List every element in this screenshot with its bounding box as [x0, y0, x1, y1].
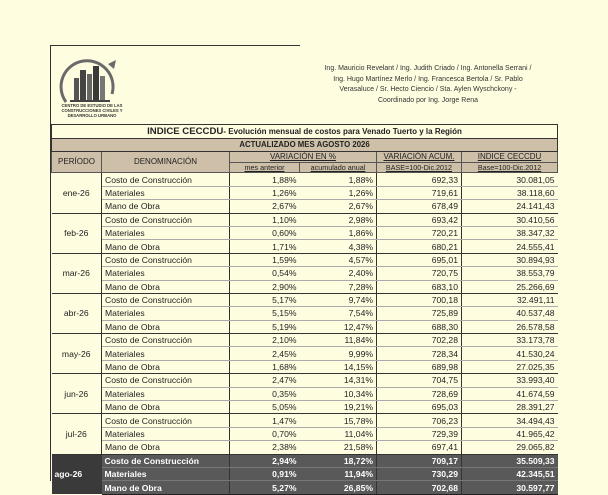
mes-anterior-cell: 1,68% — [230, 360, 300, 373]
table-row — [52, 454, 558, 467]
mes-anterior-cell: 5,15% — [230, 307, 300, 320]
authors-line: Ing. Mauricio Revelant / Ing. Judith Criado / Ing. Antonella Serrani / — [324, 65, 532, 72]
period-cell: jun-26 — [52, 374, 102, 414]
indice-cell: 30.597,77 — [462, 481, 558, 494]
mes-anterior-cell: 5,05% — [230, 401, 300, 414]
acumulado-cell: 1,26% — [300, 186, 377, 199]
period-cell: feb-26 — [52, 213, 102, 253]
var-acum-cell: 706,23 — [377, 414, 462, 427]
denominacion-cell: Mano de Obra — [102, 200, 230, 213]
indice-cell: 25.266,69 — [462, 280, 558, 293]
denominacion-cell: Mano de Obra — [102, 360, 230, 373]
authors-line: Coordinado por Ing. Jorge Rena — [377, 96, 478, 104]
col-acumulado: acumulado anual — [300, 163, 377, 173]
indice-cell: 38.118,60 — [462, 186, 558, 199]
col-var-acum: VARIACIÓN ACUM. — [377, 152, 462, 163]
mes-anterior-cell: 1,10% — [230, 213, 300, 226]
mes-anterior-cell: 1,47% — [230, 414, 300, 427]
denominacion-cell: Costo de Construcción — [102, 334, 230, 347]
indice-cell: 30.410,56 — [462, 213, 558, 226]
mes-anterior-cell: 5,27% — [230, 481, 300, 494]
acumulado-cell: 11,94% — [300, 467, 377, 480]
var-acum-cell: 702,28 — [377, 334, 462, 347]
var-acum-cell: 709,17 — [377, 454, 462, 467]
month-group — [52, 173, 558, 213]
month-group — [52, 374, 558, 414]
table-title: INDICE CECCDU- Evolución mensual de costos para Venado Tuerto y la Región — [52, 125, 558, 139]
table-row — [52, 360, 558, 373]
denominacion-cell: Mano de Obra — [102, 481, 230, 494]
denominacion-cell: Materiales — [102, 307, 230, 320]
acumulado-cell: 19,21% — [300, 401, 377, 414]
mes-anterior-cell: 0,60% — [230, 226, 300, 239]
mes-anterior-cell: 2,38% — [230, 441, 300, 454]
acumulado-cell: 1,86% — [300, 226, 377, 239]
denominacion-cell: Materiales — [102, 347, 230, 360]
table-row — [52, 173, 558, 186]
col-var-acum-base: BASE=100-Dic.2012 — [377, 163, 462, 173]
var-acum-cell: 680,21 — [377, 240, 462, 253]
period-cell: may-26 — [52, 334, 102, 374]
acumulado-cell: 14,15% — [300, 360, 377, 373]
mes-anterior-cell: 2,45% — [230, 347, 300, 360]
period-cell: jul-26 — [52, 414, 102, 454]
mes-anterior-cell: 1,26% — [230, 186, 300, 199]
acumulado-cell: 1,88% — [300, 173, 377, 186]
denominacion-cell: Costo de Construcción — [102, 293, 230, 306]
month-group — [52, 293, 558, 333]
cost-index-table — [51, 124, 558, 495]
acumulado-cell: 4,57% — [300, 253, 377, 266]
denominacion-cell: Mano de Obra — [102, 320, 230, 333]
denominacion-cell: Materiales — [102, 387, 230, 400]
var-acum-cell: 678,49 — [377, 200, 462, 213]
acumulado-cell: 7,54% — [300, 307, 377, 320]
indice-cell: 30.894,93 — [462, 253, 558, 266]
acumulado-cell: 7,28% — [300, 280, 377, 293]
indice-cell: 41.530,24 — [462, 347, 558, 360]
indice-cell: 29.065,82 — [462, 441, 558, 454]
acumulado-cell: 15,78% — [300, 414, 377, 427]
period-cell: ago-26 — [52, 454, 102, 494]
mes-anterior-cell: 0,54% — [230, 267, 300, 280]
col-periodo: PERÍODO — [52, 152, 102, 173]
acumulado-cell: 21,58% — [300, 441, 377, 454]
denominacion-cell: Materiales — [102, 186, 230, 199]
table-row — [52, 481, 558, 494]
denominacion-cell: Materiales — [102, 267, 230, 280]
month-group — [52, 454, 558, 494]
month-group — [52, 334, 558, 374]
col-variacion: VARIACIÓN EN % — [230, 152, 377, 163]
table-row — [52, 320, 558, 333]
table-row — [52, 293, 558, 306]
var-acum-cell: 695,01 — [377, 253, 462, 266]
table-row — [52, 200, 558, 213]
indice-cell: 26.578,58 — [462, 320, 558, 333]
updated-banner: ACTUALIZADO MES AGOSTO 2026 — [52, 139, 558, 152]
mes-anterior-cell: 2,10% — [230, 334, 300, 347]
var-acum-cell: 693,42 — [377, 213, 462, 226]
denominacion-cell: Costo de Construcción — [102, 454, 230, 467]
acumulado-cell: 11,04% — [300, 427, 377, 440]
var-acum-cell: 697,41 — [377, 441, 462, 454]
table-row — [52, 374, 558, 387]
table-row — [52, 347, 558, 360]
col-indice: INDICE CECCDU — [462, 152, 558, 163]
indice-cell: 34.494,43 — [462, 414, 558, 427]
table-row — [52, 267, 558, 280]
var-acum-cell: 700,18 — [377, 293, 462, 306]
mes-anterior-cell: 2,67% — [230, 200, 300, 213]
acumulado-cell: 18,72% — [300, 454, 377, 467]
indice-cell: 28.391,27 — [462, 401, 558, 414]
table-row — [52, 280, 558, 293]
indice-cell: 42.345,51 — [462, 467, 558, 480]
denominacion-cell: Costo de Construcción — [102, 173, 230, 186]
authors-block — [298, 64, 558, 106]
mes-anterior-cell: 5,19% — [230, 320, 300, 333]
indice-cell: 38.347,32 — [462, 226, 558, 239]
mes-anterior-cell: 5,17% — [230, 293, 300, 306]
period-cell: mar-26 — [52, 253, 102, 293]
acumulado-cell: 2,67% — [300, 200, 377, 213]
var-acum-cell: 719,61 — [377, 186, 462, 199]
acumulado-cell: 9,99% — [300, 347, 377, 360]
table-row — [52, 427, 558, 440]
var-acum-cell: 728,34 — [377, 347, 462, 360]
table-row — [52, 414, 558, 427]
denominacion-cell: Mano de Obra — [102, 401, 230, 414]
indice-cell: 33.993,40 — [462, 374, 558, 387]
acumulado-cell: 12,47% — [300, 320, 377, 333]
acumulado-cell: 14,31% — [300, 374, 377, 387]
month-group — [52, 414, 558, 454]
indice-cell: 27.025,35 — [462, 360, 558, 373]
col-mes-anterior: mes anterior — [230, 163, 300, 173]
var-acum-cell: 695,03 — [377, 401, 462, 414]
table-row — [52, 213, 558, 226]
indice-cell: 41.965,42 — [462, 427, 558, 440]
acumulado-cell: 26,85% — [300, 481, 377, 494]
var-acum-cell: 683,10 — [377, 280, 462, 293]
indice-cell: 33.173,78 — [462, 334, 558, 347]
authors-line: Ing. Hugo Martínez Merlo / Ing. Francesca Bertola / Sr. Pablo — [333, 75, 523, 83]
period-cell: abr-26 — [52, 293, 102, 333]
acumulado-cell: 4,38% — [300, 240, 377, 253]
indice-cell: 24.555,41 — [462, 240, 558, 253]
denominacion-cell: Costo de Construcción — [102, 253, 230, 266]
denominacion-cell: Mano de Obra — [102, 280, 230, 293]
col-denominacion: DENOMINACIÓN — [102, 152, 230, 173]
var-acum-cell: 688,30 — [377, 320, 462, 333]
denominacion-cell: Materiales — [102, 226, 230, 239]
table-row — [52, 307, 558, 320]
denominacion-cell: Costo de Construcción — [102, 374, 230, 387]
var-acum-cell: 725,89 — [377, 307, 462, 320]
acumulado-cell: 11,84% — [300, 334, 377, 347]
acumulado-cell: 9,74% — [300, 293, 377, 306]
denominacion-cell: Materiales — [102, 427, 230, 440]
period-cell: ene-26 — [52, 173, 102, 213]
mes-anterior-cell: 2,94% — [230, 454, 300, 467]
col-indice-base: Base=100-Dic.2012 — [462, 163, 558, 173]
indice-cell: 38.553,79 — [462, 267, 558, 280]
acumulado-cell: 10,34% — [300, 387, 377, 400]
mes-anterior-cell: 0,91% — [230, 467, 300, 480]
table-row — [52, 467, 558, 480]
var-acum-cell: 728,69 — [377, 387, 462, 400]
table-row — [52, 441, 558, 454]
table-row — [52, 240, 558, 253]
mes-anterior-cell: 2,47% — [230, 374, 300, 387]
denominacion-cell: Costo de Construcción — [102, 414, 230, 427]
indice-cell: 40.537,48 — [462, 307, 558, 320]
var-acum-cell: 689,98 — [377, 360, 462, 373]
mes-anterior-cell: 1,88% — [230, 173, 300, 186]
var-acum-cell: 692,33 — [377, 173, 462, 186]
table-row — [52, 387, 558, 400]
var-acum-cell: 729,39 — [377, 427, 462, 440]
mes-anterior-cell: 0,35% — [230, 387, 300, 400]
indice-cell: 30.081,05 — [462, 173, 558, 186]
var-acum-cell: 720,21 — [377, 226, 462, 239]
denominacion-cell: Mano de Obra — [102, 441, 230, 454]
var-acum-cell: 720,75 — [377, 267, 462, 280]
authors-line: Verasaluce / Sr. Hecto Ciencio / Sta. Aylen Wyschckony - — [339, 86, 517, 94]
acumulado-cell: 2,98% — [300, 213, 377, 226]
denominacion-cell: Mano de Obra — [102, 240, 230, 253]
mes-anterior-cell: 2,90% — [230, 280, 300, 293]
month-group — [52, 253, 558, 293]
var-acum-cell: 702,68 — [377, 481, 462, 494]
var-acum-cell: 704,75 — [377, 374, 462, 387]
mes-anterior-cell: 0,70% — [230, 427, 300, 440]
table-row — [52, 253, 558, 266]
indice-cell: 41.674,59 — [462, 387, 558, 400]
month-group — [52, 213, 558, 253]
indice-cell: 35.509,33 — [462, 454, 558, 467]
denominacion-cell: Costo de Construcción — [102, 213, 230, 226]
table-row — [52, 334, 558, 347]
indice-cell: 24.141,43 — [462, 200, 558, 213]
mes-anterior-cell: 1,71% — [230, 240, 300, 253]
logo-caption: CENTRO DE ESTUDIO DE LAS CONSTRUCCIONES CIVILES Y DESARROLLO URBANO — [61, 103, 123, 118]
var-acum-cell: 730,29 — [377, 467, 462, 480]
table-row — [52, 186, 558, 199]
indice-cell: 32.491,11 — [462, 293, 558, 306]
table-row — [52, 226, 558, 239]
mes-anterior-cell: 1,59% — [230, 253, 300, 266]
acumulado-cell: 2,40% — [300, 267, 377, 280]
denominacion-cell: Materiales — [102, 467, 230, 480]
table-row — [52, 401, 558, 414]
